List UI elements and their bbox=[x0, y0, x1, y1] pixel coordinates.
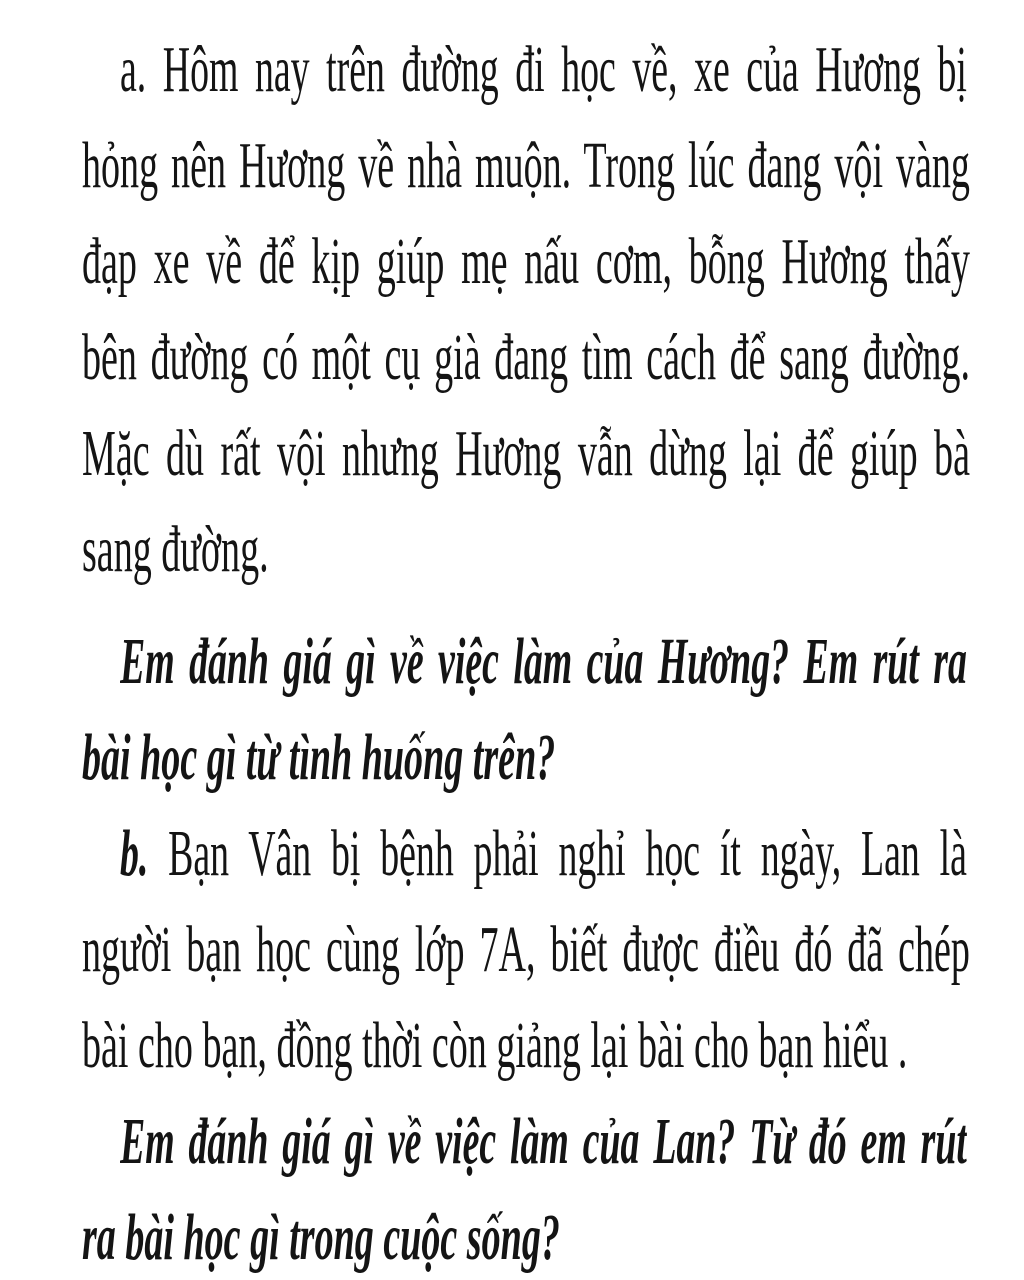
para-a-line-2 bbox=[82, 118, 970, 214]
para-a-line-5 bbox=[82, 406, 970, 502]
para-b-line-1 bbox=[120, 806, 967, 902]
para-a-line-3 bbox=[82, 214, 970, 310]
question-b-text-1: Em đánh giá gì về việc làm của Lan? Từ đó em rút bbox=[120, 1105, 967, 1178]
para-a-line-1 bbox=[120, 22, 967, 118]
para-a-line-4 bbox=[82, 310, 970, 406]
para-a-line-6 bbox=[82, 502, 970, 598]
para-b-text-2: người bạn học cùng lớp 7A, biết được điều đó đã chép bbox=[82, 913, 970, 986]
question-b-line-1 bbox=[120, 1094, 967, 1190]
question-a-line-2 bbox=[82, 710, 970, 806]
para-b-line-2 bbox=[82, 902, 970, 998]
question-b-text-2: ra bài học gì trong cuộc sống? bbox=[82, 1201, 560, 1274]
para-a-text-2: hỏng nên Hương về nhà muộn. Trong lúc đang vội vàng bbox=[82, 129, 970, 202]
para-a-text-1: Hôm nay trên đường đi học về, xe của Hương bị bbox=[162, 33, 967, 106]
para-a-text-4: bên đường có một cụ già đang tìm cách để sang đường. bbox=[82, 321, 970, 394]
para-b-label: b. bbox=[120, 817, 149, 890]
para-b-line-3 bbox=[82, 998, 970, 1094]
para-a-text-3: đạp xe về để kịp giúp mẹ nấu cơm, bỗng Hương thấy bbox=[82, 225, 970, 298]
question-a-text-1: Em đánh giá gì về việc làm của Hương? Em rút ra bbox=[120, 625, 967, 698]
question-a-line-1 bbox=[120, 614, 967, 710]
para-b-text-1: Bạn Vân bị bệnh phải nghỉ học ít ngày, Lan là bbox=[168, 817, 967, 890]
para-a-label: a. bbox=[120, 33, 147, 106]
para-b-text-3: bài cho bạn, đồng thời còn giảng lại bài cho bạn hiểu . bbox=[82, 1009, 908, 1082]
question-b-line-2 bbox=[82, 1190, 970, 1280]
question-a-text-2: bài học gì từ tình huống trên? bbox=[82, 721, 556, 794]
para-a-text-6: sang đường. bbox=[82, 513, 269, 586]
para-a-text-5: Mặc dù rất vội nhưng Hương vẫn dừng lại để giúp bà bbox=[82, 417, 970, 490]
